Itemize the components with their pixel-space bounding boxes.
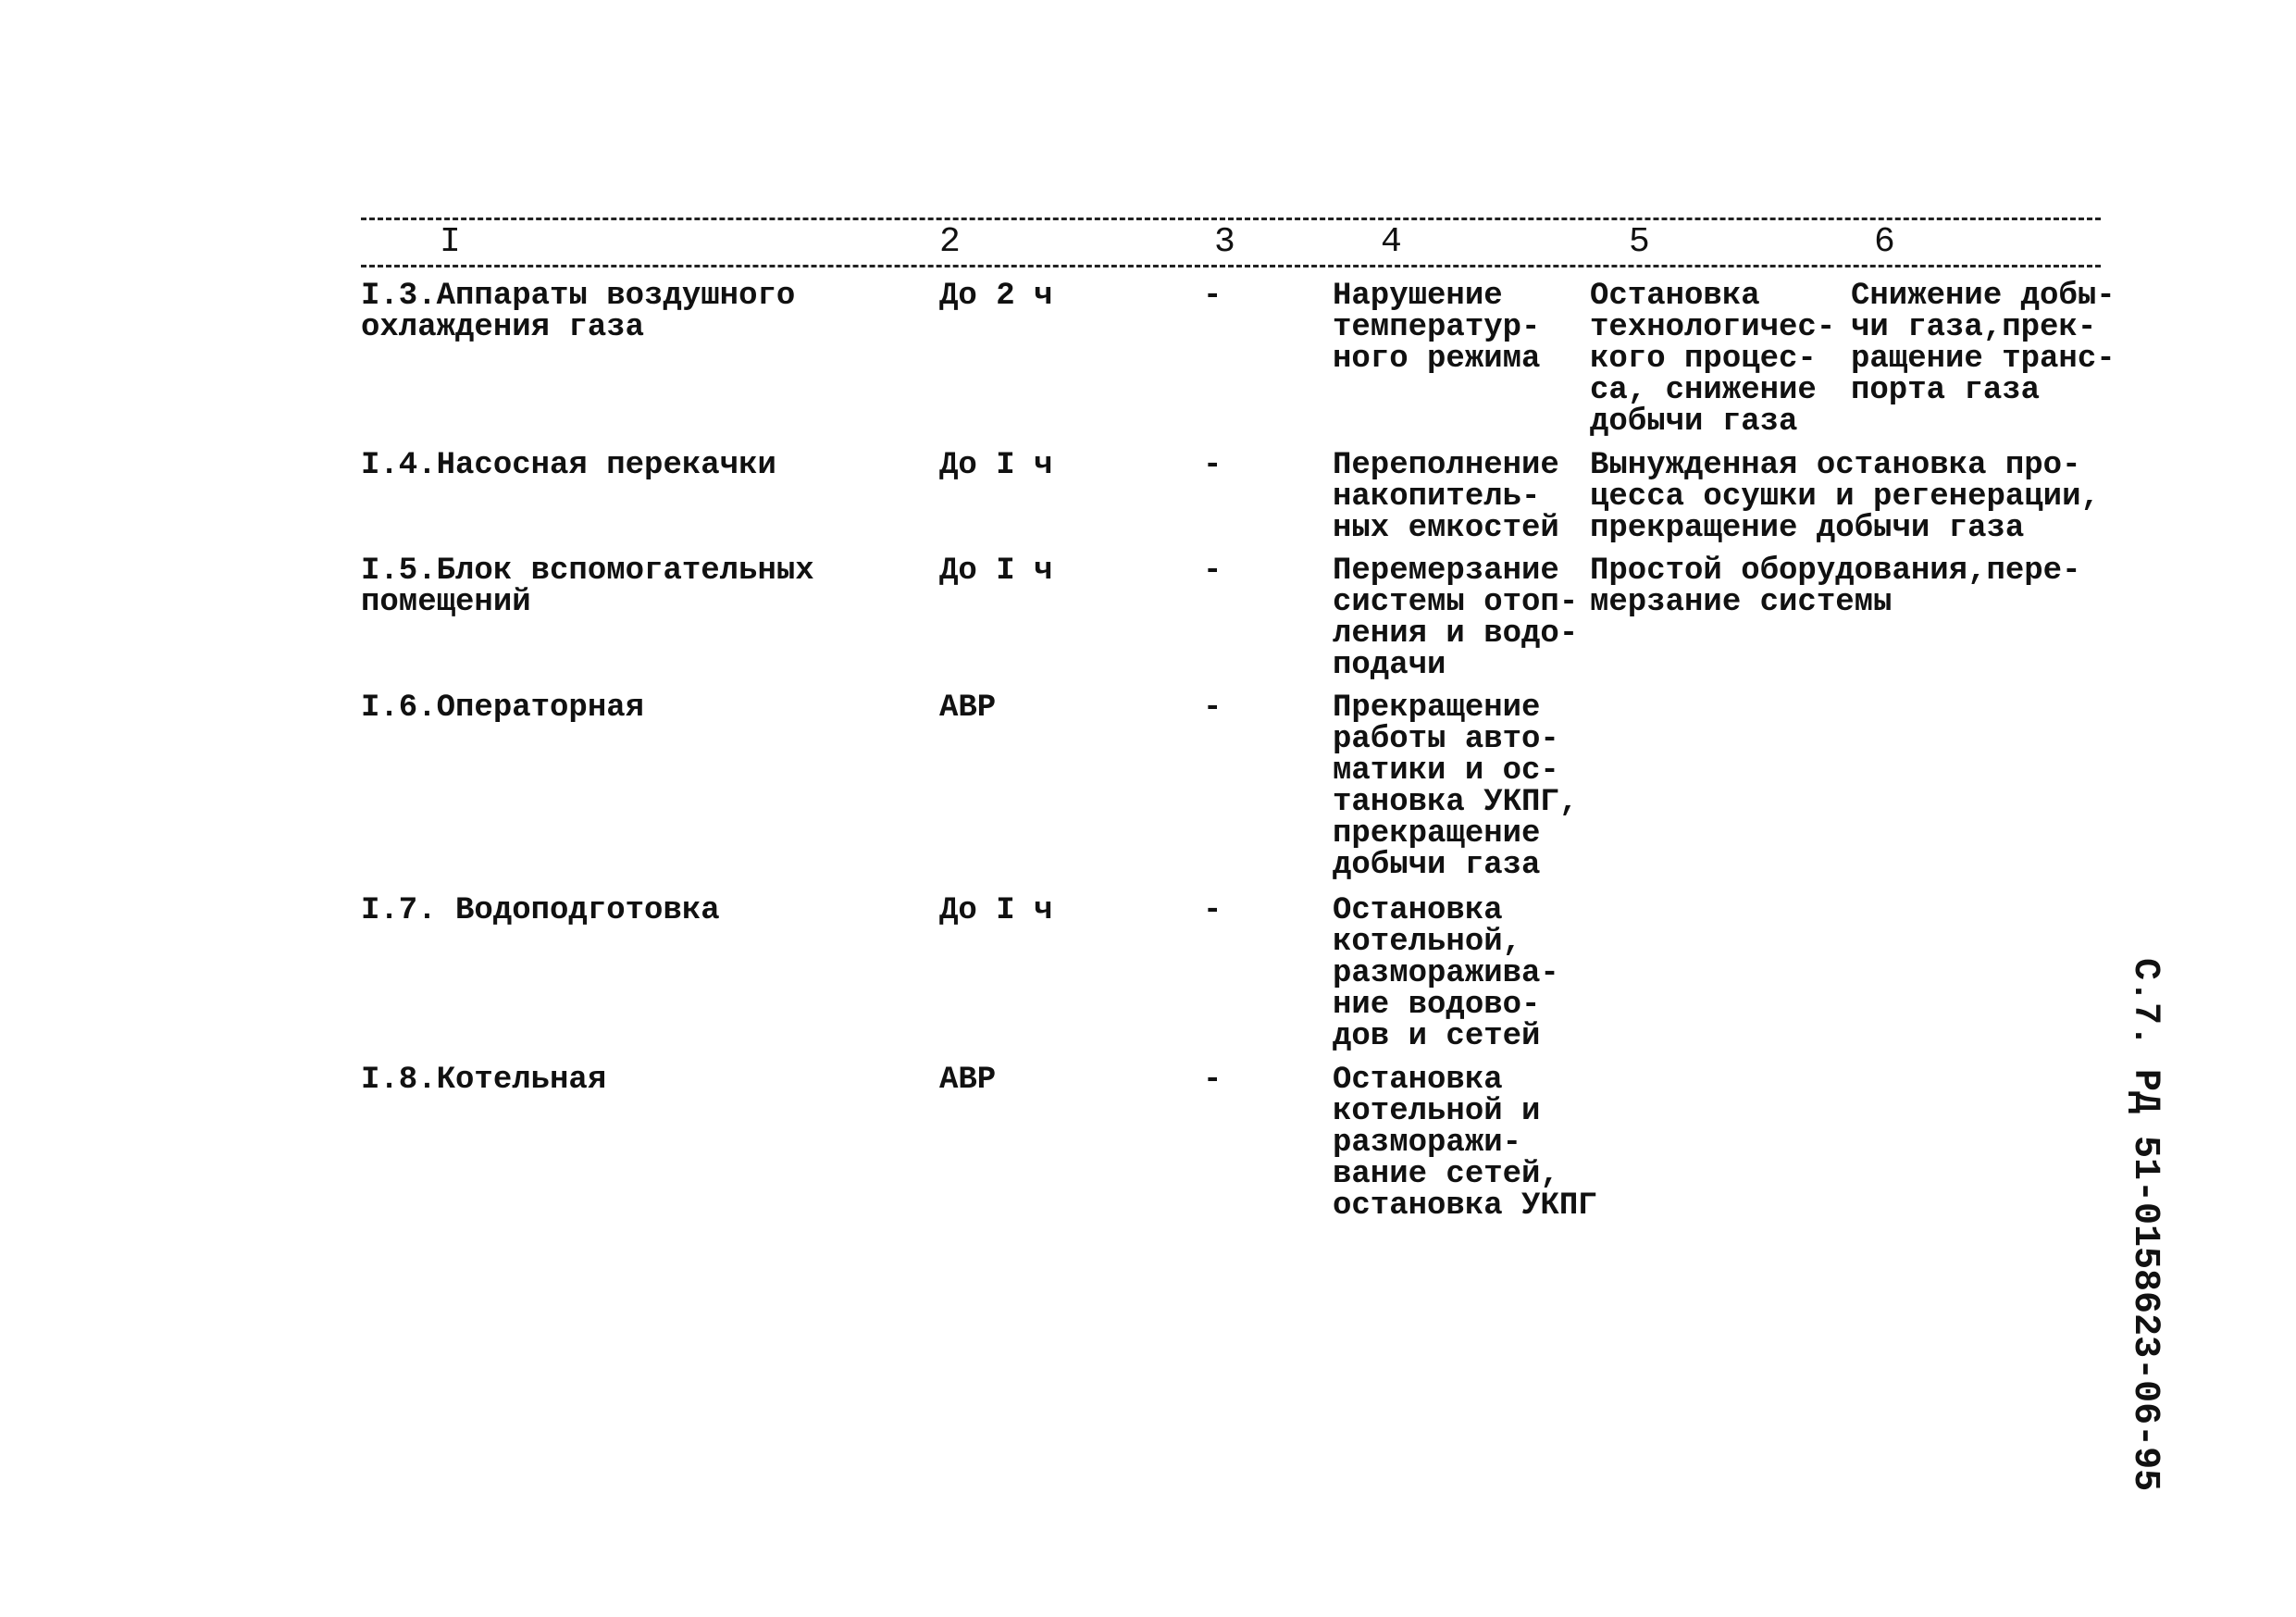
column-header-4: 4 — [1381, 222, 1402, 262]
table-header-rule — [361, 265, 2101, 267]
row-item-name: I.4.Насосная перекачки — [361, 448, 776, 483]
column-header-5: 5 — [1629, 222, 1650, 262]
row-duration: До 2 ч — [939, 279, 1053, 314]
row-consequence: Прекращение работы авто- матики и ос- тановка УКПГ, прекращение добычи газа — [1333, 690, 1579, 883]
row-consequence: Остановка котельной и разморажи- вание сетей, остановка УКПГ — [1333, 1063, 1597, 1224]
row-item-name: I.8.Котельная — [361, 1063, 607, 1098]
row-col5: Простой оборудования,пере- мерзание системы — [1590, 554, 2081, 620]
row-duration: До I ч — [939, 893, 1053, 928]
column-header-3: 3 — [1214, 222, 1235, 262]
row-item-name: I.7. Водоподготовка — [361, 893, 720, 928]
row-col3: - — [1203, 448, 1222, 483]
row-item-name: I.5.Блок вспомогательных помещений — [361, 554, 814, 620]
column-header-2: 2 — [939, 222, 961, 262]
row-col3: - — [1203, 690, 1222, 726]
row-col5: Остановка технологичес- кого процес- са, снижение добычи газа — [1590, 279, 1836, 440]
row-consequence: Перемерзание системы отоп- ления и водо- подачи — [1333, 554, 1579, 683]
row-col6: Снижение добы- чи газа,прек- ращение транс- порта газа — [1851, 279, 2116, 408]
row-col5: Вынужденная остановка про- цесса осушки и регенерации, прекращение добычи газа — [1590, 448, 2100, 546]
row-col3: - — [1203, 279, 1222, 314]
row-col3: - — [1203, 554, 1222, 589]
table-top-rule — [361, 218, 2101, 220]
row-duration: АВР — [939, 690, 997, 726]
column-header-1: I — [440, 222, 461, 262]
row-item-name: I.6.Операторная — [361, 690, 645, 726]
row-consequence: Нарушение температур- ного режима — [1333, 279, 1541, 377]
column-header-6: 6 — [1874, 222, 1895, 262]
row-duration: До I ч — [939, 554, 1053, 589]
row-duration: До I ч — [939, 448, 1053, 483]
row-consequence: Переполнение накопитель- ных емкостей — [1333, 448, 1559, 546]
row-duration: АВР — [939, 1063, 997, 1098]
row-item-name: I.3.Аппараты воздушного охлаждения газа — [361, 279, 796, 345]
row-col3: - — [1203, 893, 1222, 928]
document-code-label: С.7. РД 51-0158623-06-95 — [2124, 958, 2166, 1492]
row-col3: - — [1203, 1063, 1222, 1098]
row-consequence: Остановка котельной, размораживa- ние водово- дов и сетей — [1333, 893, 1559, 1054]
